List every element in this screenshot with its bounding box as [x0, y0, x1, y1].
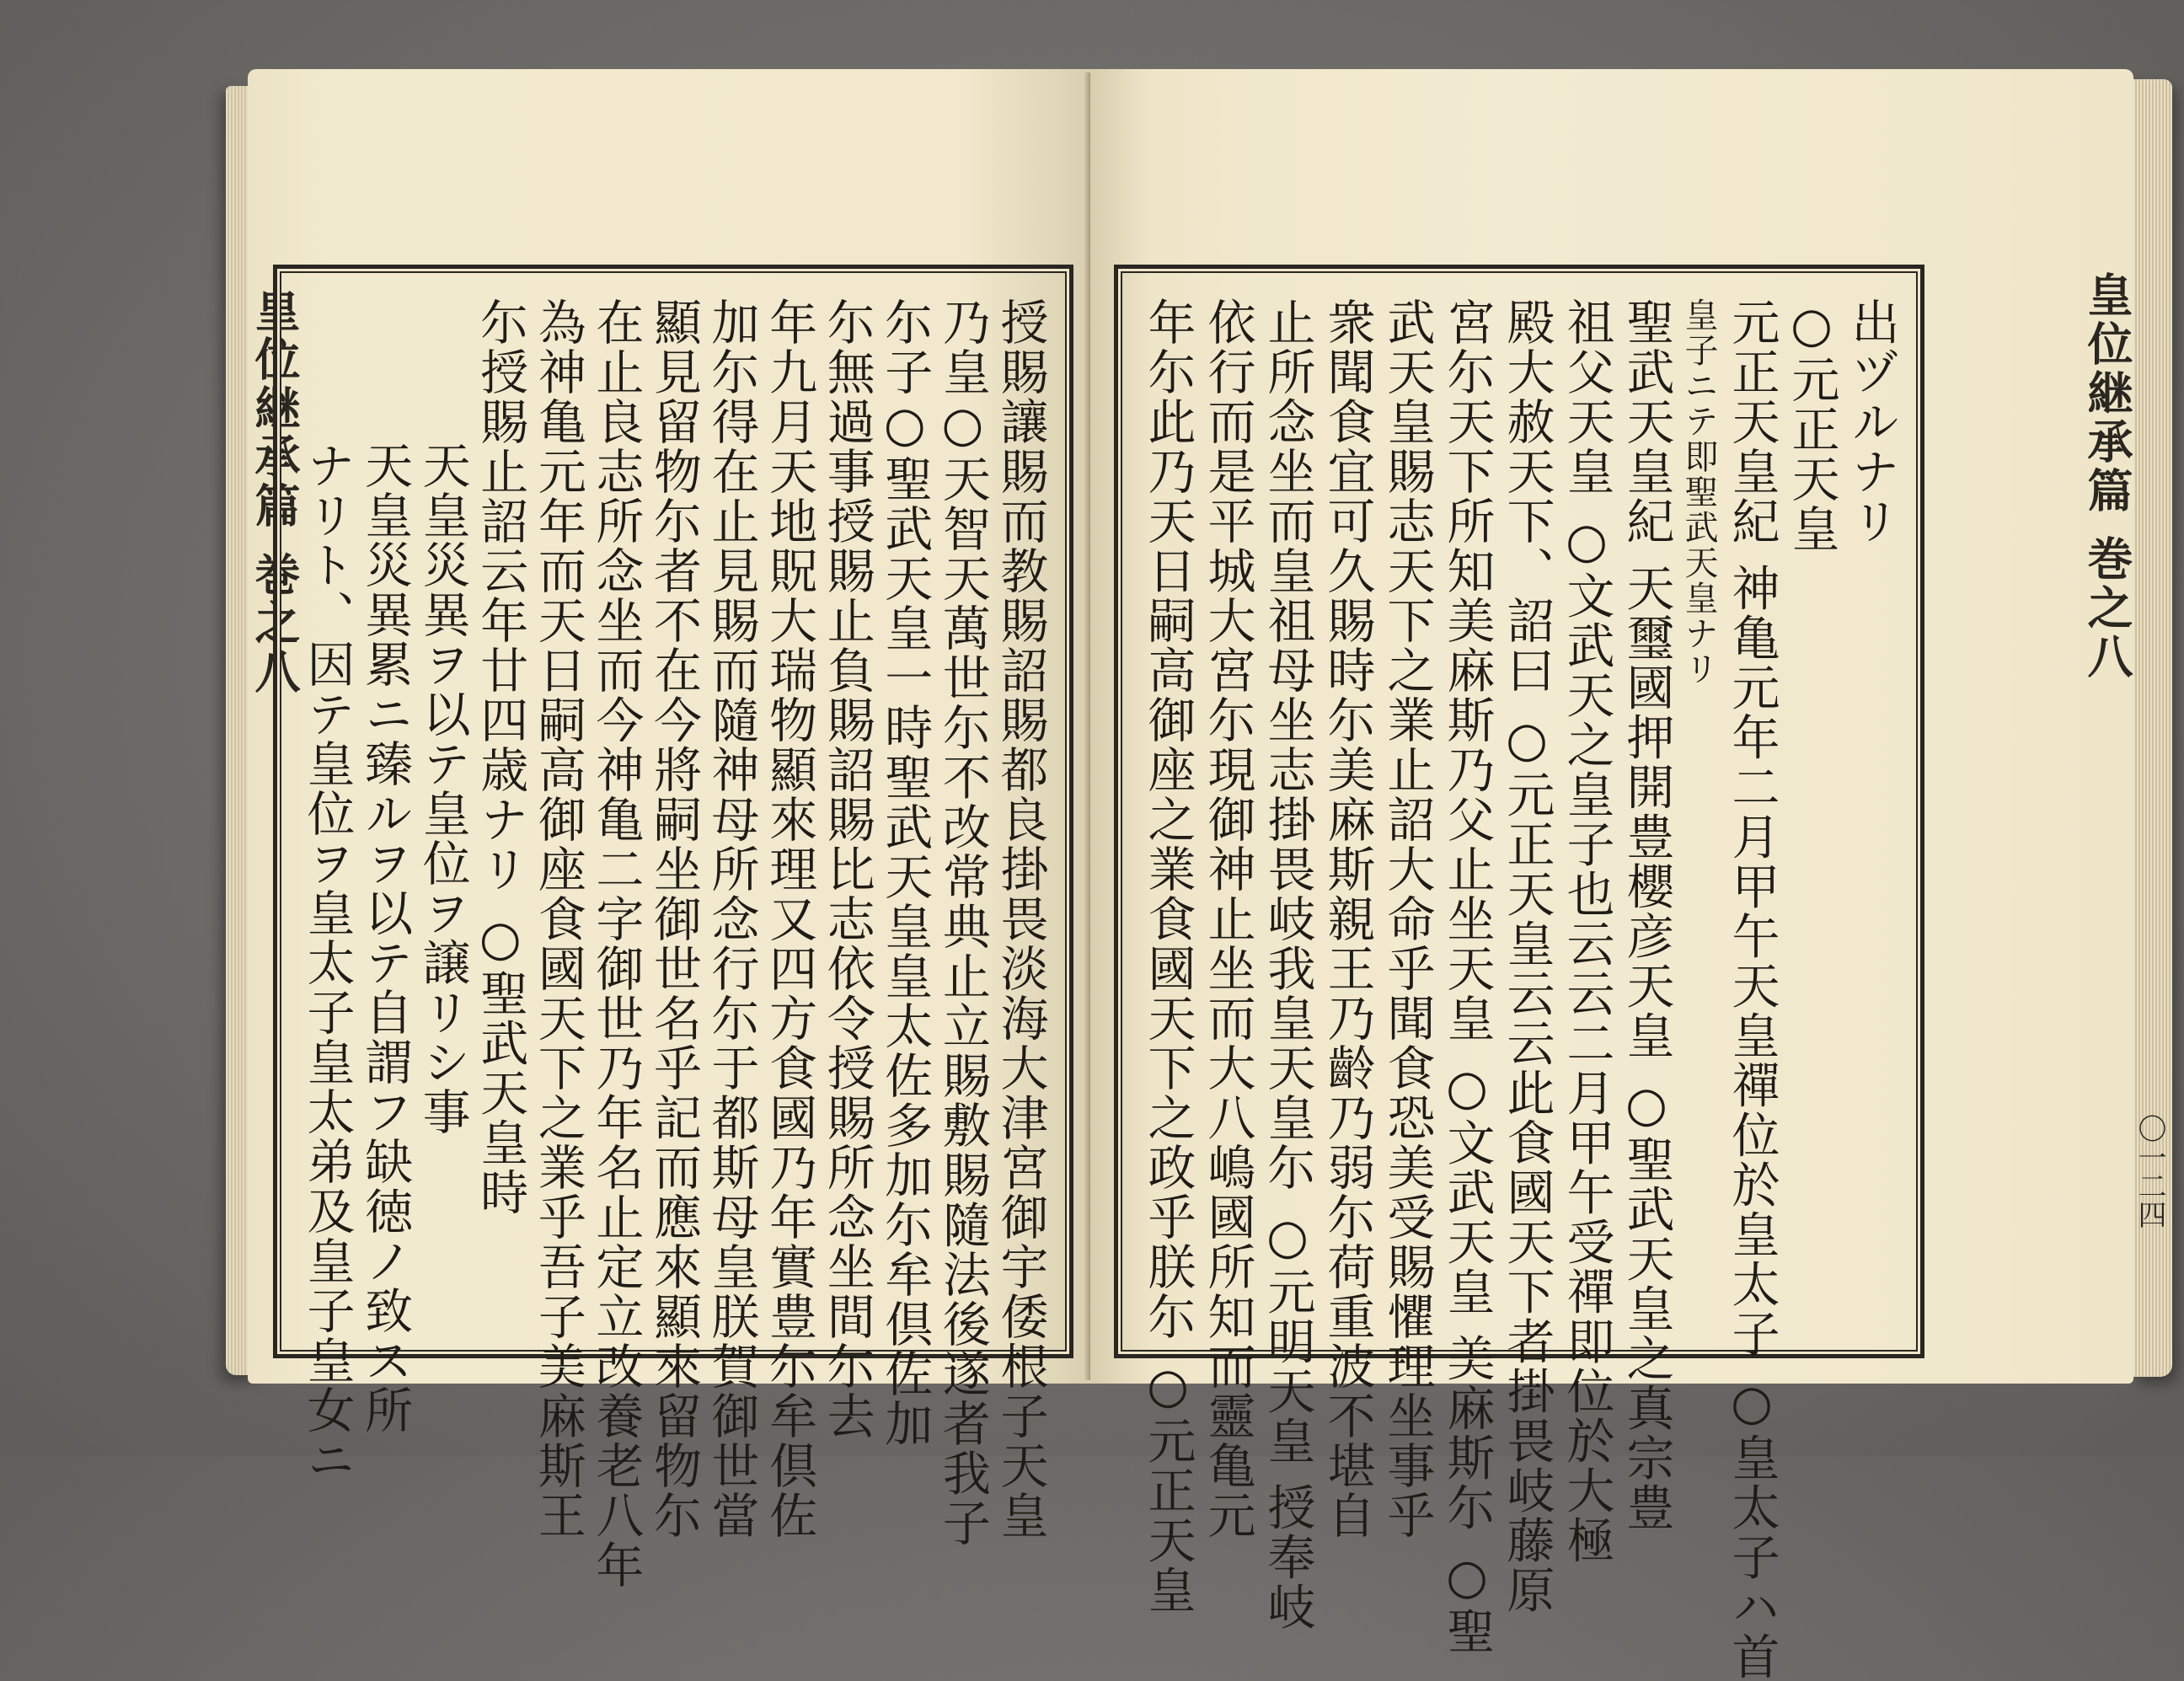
- text-column: 年九月天地貺大瑞物顯來理又四方食國乃年實豊尓牟倶佐: [761, 297, 817, 1540]
- section-heading: 天皇災異ヲ以テ皇位ヲ譲リシ事: [415, 441, 471, 1137]
- right-text-columns: [1140, 297, 1899, 1681]
- text-column: 授賜讓賜而教賜詔賜都良掛畏淡海大津宮御宇倭根子天皇: [992, 297, 1048, 1540]
- text-column: 在止良志所念坐而今神亀二字御世乃年名止定立改養老八年: [587, 297, 644, 1590]
- text-column: 天皇災異累ニ臻ルヲ以テ自謂フ缺徳ノ致ス所: [356, 441, 413, 1435]
- left-margin-title: 皇位継承篇 巻之八: [248, 286, 302, 697]
- page-number: 〇一二四: [2133, 1114, 2166, 1229]
- text-column: 尓無過事授賜止負賜詔賜比志依令授賜所念坐間尓去: [819, 297, 875, 1441]
- annotation-column: 皇子ニテ即聖武天皇ナリ: [1679, 297, 1718, 687]
- text-column: ナリト、因テ皇位ヲ皇太子皇太弟及皇子皇女ニ: [299, 441, 355, 1485]
- text-column: 聖武天皇紀 天璽國押開豊櫻彦天皇 ○聖武天皇之真宗豊: [1619, 297, 1674, 1533]
- text-column: 乃皇○天智天萬世尓不改常典止立賜敷賜隨法後遂者我子: [934, 297, 991, 1548]
- text-column: 衆聞食宜可久賜時尓美麻斯親王乃齡乃弱尓荷重波不堪自: [1320, 297, 1375, 1540]
- emperor-heading: ○元正天皇: [1784, 297, 1839, 554]
- left-text-frame: [273, 265, 1073, 1590]
- text-column: 年尓此乃天日嗣高御座之業食國天下之政乎朕尓 ○元正天皇: [1140, 297, 1196, 1615]
- text-column: 止所念坐而皇祖母坐志掛畏岐我皇天皇尓 ○元明天皇 授奉岐: [1260, 297, 1315, 1632]
- left-text-columns: [299, 297, 1048, 1590]
- text-column: 武天皇賜志天下之業止詔大命乎聞食恐美受賜懼理坐事乎: [1379, 297, 1435, 1540]
- text-column: 加尓得在止見賜而隨神母所念行尓于都斯母皇朕賀御世當: [704, 297, 760, 1540]
- text-column: 為神亀元年而天日嗣高御座食國天下之業乎吾子美麻斯王: [530, 297, 586, 1540]
- right-page: [1090, 69, 2166, 1681]
- open-book: [226, 61, 2172, 1681]
- text-column: 殿大赦天下、詔曰 ○元正天皇云云此食國天下者掛畏岐藤原: [1499, 297, 1555, 1615]
- left-page: [248, 69, 1090, 1590]
- text-column: 依行而是平城大宮尓現御神止坐而大八嶋國所知而靈亀元: [1200, 297, 1255, 1540]
- right-margin-title: 皇位継承篇 巻之八: [2080, 271, 2134, 682]
- text-column: 尓授賜止詔云年廿四歳ナリ ○聖武天皇時: [472, 297, 528, 1218]
- text-column: 宮尓天下所知美麻斯乃父止坐天皇 ○文武天皇 美麻斯尓 ○聖: [1439, 297, 1495, 1657]
- right-text-frame: [1114, 265, 1924, 1681]
- text-column: 元正天皇紀 神亀元年二月甲午天皇禪位於皇太子 ○皇太子ハ首: [1724, 297, 1780, 1681]
- text-column: 出ヅルナリ: [1844, 297, 1899, 546]
- text-column: 祖父天皇 ○文武天之皇子也云云二月甲午受禪即位於大極: [1559, 297, 1614, 1566]
- text-column: 尓子○聖武天皇一時聖武天皇皇太佐多加尓牟倶佐加: [876, 297, 933, 1448]
- text-column: 顯見留物尓者不在今將嗣坐御世名乎記而應來顯來留物尓: [645, 297, 702, 1540]
